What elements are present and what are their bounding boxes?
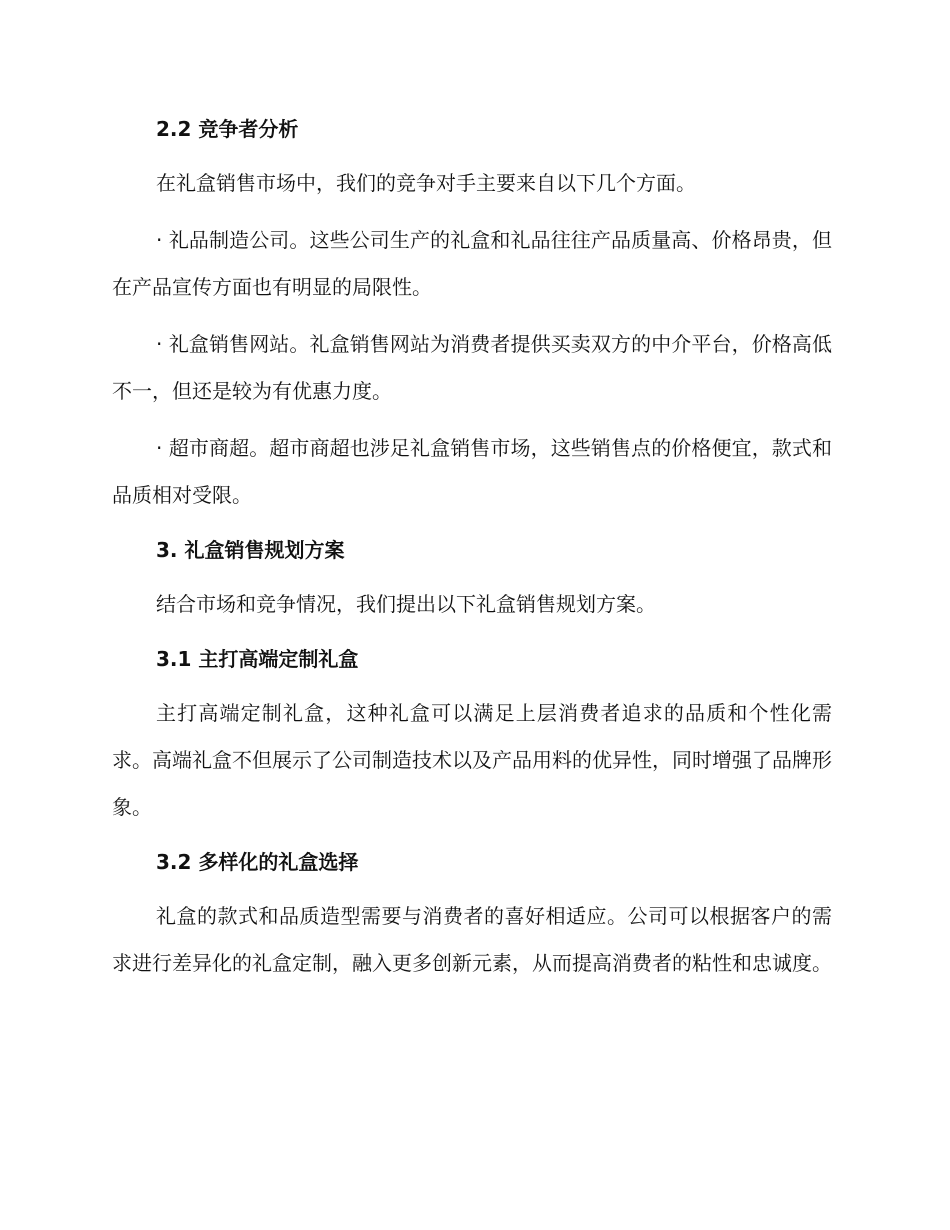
paragraph-bullet-gift-box-websites: · 礼盒销售网站。礼盒销售网站为消费者提供买卖双方的中介平台，价格高低不一，但还是较为有优惠力度。 <box>112 332 832 403</box>
paragraph-diverse-selection: 礼盒的款式和品质造型需要与消费者的喜好相适应。公司可以根据客户的需求进行差异化的礼盒定制，融入更多创新元素，从而提高消费者的粘性和忠诚度。 <box>112 904 832 975</box>
section-heading-3-1: 3.1 主打高端定制礼盒 <box>156 647 359 671</box>
document-content <box>112 112 832 987</box>
section-heading-3-2: 3.2 多样化的礼盒选择 <box>156 850 359 874</box>
paragraph-high-end-custom: 主打高端定制礼盒，这种礼盒可以满足上层消费者追求的品质和个性化需求。高端礼盒不但展示了公司制造技术以及产品用料的优异性，同时增强了品牌形象。 <box>112 701 832 819</box>
section-heading-2-2: 2.2 竞争者分析 <box>156 117 299 141</box>
paragraph-bullet-supermarkets: · 超市商超。超市商超也涉足礼盒销售市场，这些销售点的价格便宜，款式和品质相对受限。 <box>112 436 832 507</box>
section-heading-3: 3. 礼盒销售规划方案 <box>156 538 345 562</box>
paragraph-bullet-gift-manufacturers: · 礼品制造公司。这些公司生产的礼盒和礼品往往产品质量高、价格昂贵，但在产品宣传方面也有明显的局限性。 <box>112 228 832 299</box>
paragraph-plan-intro: 结合市场和竞争情况，我们提出以下礼盒销售规划方案。 <box>156 592 656 616</box>
paragraph-competitor-intro: 在礼盒销售市场中，我们的竞争对手主要来自以下几个方面。 <box>156 171 696 195</box>
